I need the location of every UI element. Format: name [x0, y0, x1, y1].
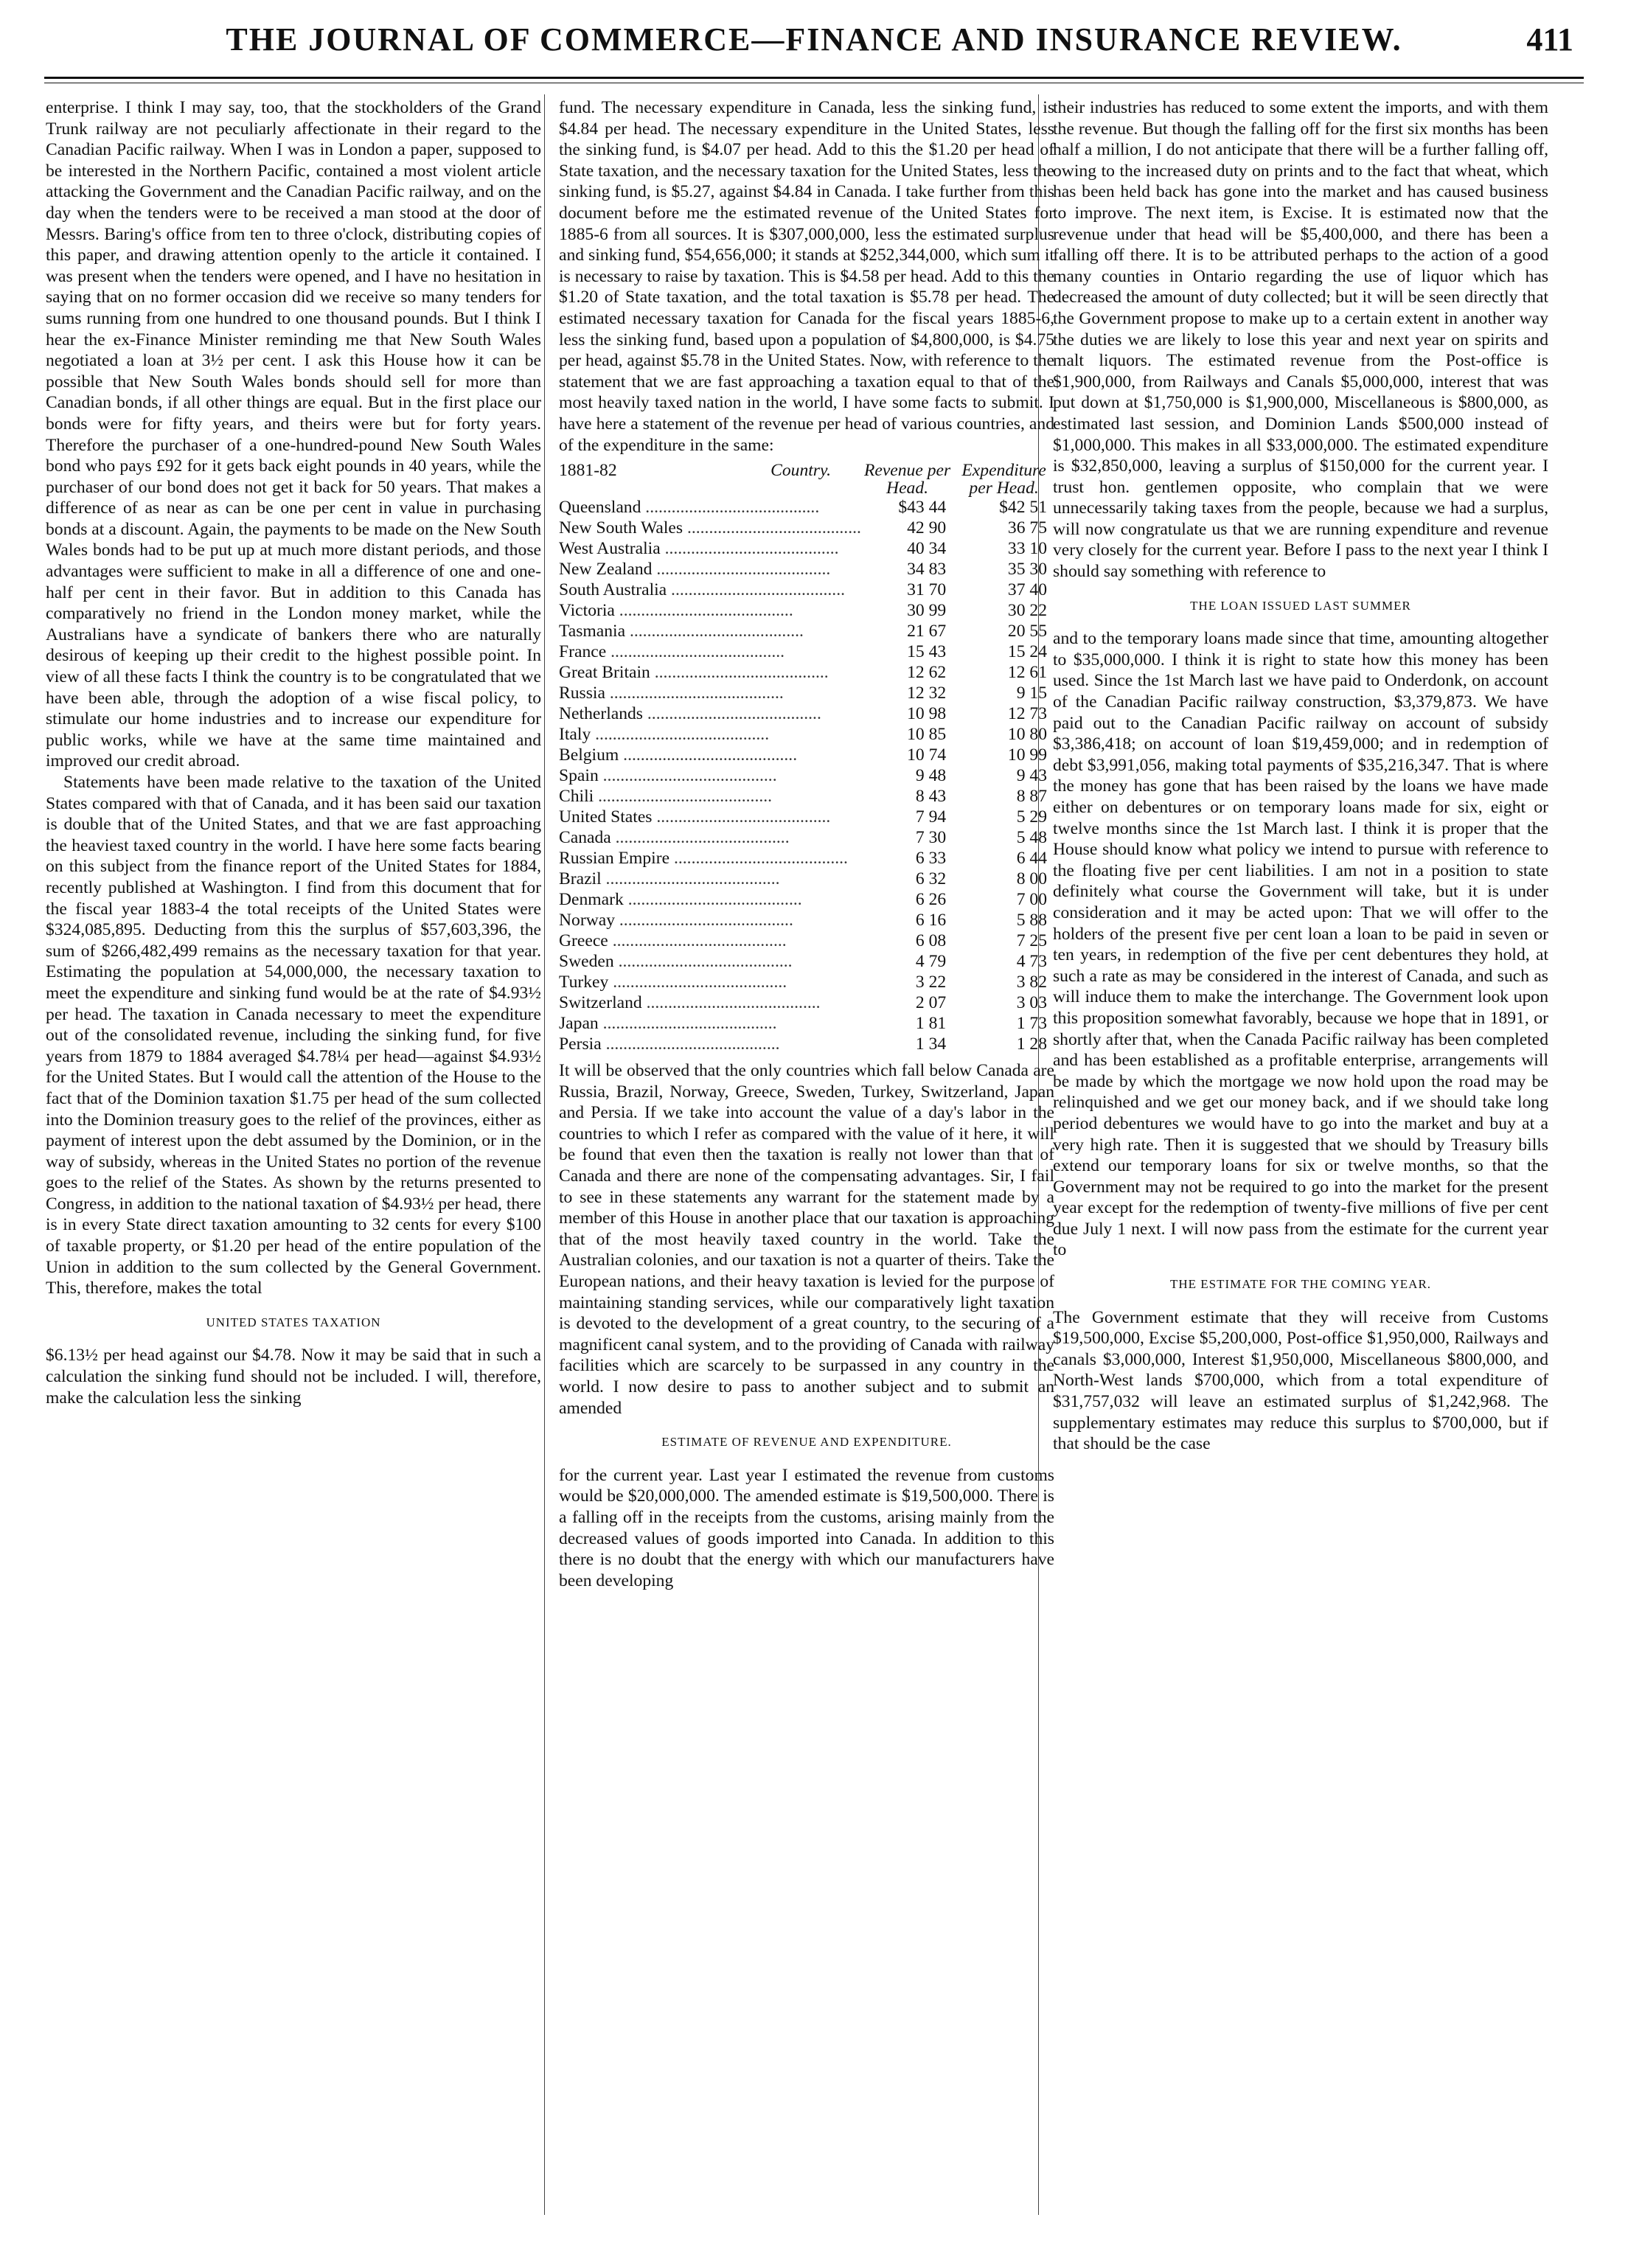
- table-row: [559, 869, 1054, 889]
- table-row: [559, 1013, 1054, 1034]
- table-row: [559, 951, 1054, 972]
- dot-leader: ........................................: [598, 766, 777, 786]
- table-body: [559, 497, 1054, 1054]
- paragraph: and to the temporary loans made since that time, amounting altogether to $35,000,000. I think it is right to state how this money has been used. Since the 1st March last we have paid to Onderdonk, on account of the Canadian Pacific railway construction, $3,379,873. We have paid out to the Canadian Pacific railway on account of subsidy $3,386,418; on account of loan $19,459,000; and in redemption of debt $3,991,056, making total payments of $35,216,347. That is where the money has gone that has been raised by the loans we have made either on debentures or on temporary loans made for six, eight or twelve months since the 1st March last. I think it is proper that the House should know what policy we intend to pursue with reference to the floating five per cent liabilities. I am not in a position to state definitely what course the Government will take, but it is under consideration and it may be acted upon: That we will offer to the holders of the present five per cent loan a loan to be paid in seven or ten years, in redemption of the five per cent debentures they hold, at such a rate as may be considered in the interest of Canada, and such as will induce them to make the interchange. The Government look upon this proposition somewhat favorably, because we hope that in 1891, or shortly after that, when the Canada Pacific railway has been completed and has been established as a profitable enterprise, arrangements will be made by which the mortgage we now hold upon the road may be relinquished and we get our money back, and if we should take long period debentures we would have to go into the market and buy at a very high rate. Then it is suggested that we should by Treasury bills extend our temporary loans for six or twelve months, so that the Government may not be required to go into the market for the present year except for the redemption of twenty-five millions of five per cent due July 1 next. I will now pass from the estimate for the current year to: [1053, 629, 1548, 1260]
- paragraph: enterprise. I think I may say, too, that the stockholders of the Grand Trunk railway are not peculiarly affectionate in their regard to the Canadian Pacific railway. When I was in London a paper, supposed to be interested in the Northern Pacific, contained a most violent article attacking the Government and the Canadian Pacific railway, and on the day when the tenders were to be received a man stood at the door of Messrs. Baring's office from ten to three o'clock, distributing copies of this paper, and drawing attention openly to the article it contained. I was present when the tenders were opened, and I have no hesitation in saying that on no former occasion did we receive so many tenders for sums running from one hundred to one thousand pounds. But I think I hear the ex-Finance Minister reminding me that New South Wales negotiated a loan at 3½ per cent. I ask this House how it can be possible that New South Wales bonds should sell for more than Canadian bonds, if all other things are equal. But in the first place our bonds were for fifty years, and theirs were but for forty years. Therefore the purchaser of a one-hundred-pound New South Wales bond who pays £92 for it gets back eight pounds in 40 years, while the purchaser of our bond does not get it back for 50 years. That makes a difference of as near as can be one per cent in value in purchasing bonds at a discount. Again, the payments to be made on the New South Wales bonds had to be put up at much more distant periods, and those advantages were sufficient to make in all a difference of one and one-half per cent in their favor. But in addition to this Canada has comparatively no friend in the London money market, while the Australians have a syndicate of bankers there who are naturally desirous of keeping up their credit to the highest possible point. In view of all these facts I think the country is to be congratulated that we have been able, through the adoption of a wise fiscal policy, to stimulate our home industries and to increase our expenditure for public works, while we have at the same time maintained and improved our credit abroad.: [46, 98, 541, 771]
- header-revenue: Revenue per Head.: [863, 461, 951, 498]
- country-cell: West Australia ........................................: [559, 539, 839, 559]
- country-cell: Chili ........................................: [559, 787, 773, 807]
- expenditure-cell: 7 25: [1016, 931, 1047, 951]
- expenditure-cell: 1 28: [1016, 1034, 1047, 1054]
- dot-leader: ........................................: [608, 931, 787, 951]
- expenditure-cell: 5 29: [1016, 807, 1047, 827]
- country-cell: Queensland ........................................: [559, 498, 820, 518]
- header-expenditure: Expenditure per Head.: [961, 461, 1046, 498]
- country-cell: Victoria ........................................: [559, 601, 793, 621]
- table-row: [559, 662, 1054, 683]
- dot-leader: ........................................: [641, 498, 820, 518]
- country-cell: Russia ........................................: [559, 683, 784, 703]
- revenue-expenditure-table: [559, 462, 1054, 1054]
- dot-leader: ........................................: [614, 601, 793, 621]
- revenue-cell: 6 16: [915, 911, 947, 930]
- paragraph: for the current year. Last year I estimated the revenue from customs would be $20,000,000. The amended estimate is $19,500,000. There is a falling off in the receipts from the customs, arising mainly from the decreased values of goods imported into Canada. In addition to this there is no doubt that the energy with which our manufacturers have been developing: [559, 1465, 1054, 1590]
- revenue-cell: $43 44: [898, 498, 947, 518]
- table-row: [559, 683, 1054, 703]
- expenditure-cell: 8 00: [1016, 869, 1047, 889]
- table-row: [559, 497, 1054, 518]
- dot-leader: ........................................: [594, 787, 773, 807]
- country-cell: Italy ........................................: [559, 725, 770, 745]
- revenue-cell: 9 48: [915, 766, 947, 786]
- country-cell: United States ........................................: [559, 807, 831, 827]
- table-row: [559, 972, 1054, 992]
- paragraph: The Government estimate that they will receive from Customs $19,500,000, Excise $5,200,000, Post-office $1,950,000, Railways and canals $3,000,000, Interest $1,950,000, Miscellaneous $800,000, and North-West lands $700,000, which from a total expenditure of $31,757,032 will leave an estimated surplus of $1,242,968. The supplementary estimates may reduce this surplus to $700,000, but if that should be the case: [1053, 1307, 1548, 1454]
- country-cell: Denmark ........................................: [559, 890, 802, 910]
- dot-leader: ........................................: [613, 952, 793, 972]
- table-row: [559, 786, 1054, 807]
- dot-leader: ........................................: [660, 539, 839, 559]
- country-cell: Spain ........................................: [559, 766, 777, 786]
- expenditure-cell: 30 22: [1007, 601, 1047, 621]
- revenue-cell: 4 79: [915, 952, 947, 972]
- expenditure-cell: 7 00: [1016, 890, 1047, 910]
- table-row: [559, 538, 1054, 559]
- revenue-cell: 34 83: [907, 560, 947, 580]
- country-cell: Greece ........................................: [559, 931, 787, 951]
- revenue-cell: 40 34: [907, 539, 947, 559]
- country-cell: France ........................................: [559, 642, 785, 662]
- paragraph: It will be observed that the only countries which fall below Canada are Russia, Brazil, Norway, Greece, Sweden, Turkey, Switzerland, Japan and Persia. If we take into account the value of a day's labor in the countries to which I refer as compared with the value of it here, it will be found that even then the taxation is really not lower than that of Canada and there are none of the compensating advantages. Sir, I fail to see in these statements any warrant for the statement made by a member of this House in another place that our taxation is approaching that of the most heavily taxed country in the world. Take the Australian colonies, and our taxation is not a quarter of theirs. Take the European nations, and their heavy taxation is levied for the purpose of maintaining standing services, while our comparatively light taxation is devoted to the development of a great country, to the securing of a magnificent canal system, and to the providing of Canada with railway facilities which are scarcely to be surpassed in any country in the world. I now desire to pass to another subject and to submit an amended: [559, 1061, 1054, 1418]
- journal-title: THE JOURNAL OF COMMERCE—FINANCE AND INSURANCE REVIEW.: [226, 21, 1402, 58]
- table-row: [559, 600, 1054, 621]
- expenditure-cell: 1 73: [1016, 1014, 1047, 1034]
- revenue-cell: 6 26: [915, 890, 947, 910]
- table-row: [559, 641, 1054, 662]
- expenditure-cell: 3 82: [1016, 973, 1047, 992]
- table-row: [559, 559, 1054, 580]
- revenue-cell: 12 32: [907, 683, 947, 703]
- country-cell: New South Wales ........................................: [559, 518, 861, 538]
- paragraph: their industries has reduced to some extent the imports, and with them the revenue. But though the falling off for the first six months has been half a million, I do not anticipate that there will be a further falling off, owing to the increased duty on prints and to the fact that wheat, which has been held back has gone into the market and has caused business to improve. The next item, is Excise. It is estimated now that the revenue under that head will be $5,400,000, and there has been a falling off there. It is to be attributed perhaps to the action of a good many counties in Ontario regarding the use of liquor which has decreased the amount of duty collected; but it will be seen directly that the Government propose to make up to a certain extent in another way the duties we are likely to lose this year and next year on spirits and malt liquors. The estimated revenue from the Post-office is $1,900,000, from Railways and Canals $5,000,000, interest that was put down at $1,750,000 is $1,900,000, Miscellaneous is $800,000, as estimated last session, and Dominion Lands $500,000 instead of $1,000,000. This makes in all $33,000,000. The estimated expenditure is $32,850,000, leaving a surplus of $150,000 for the current year. I trust hon. gentlemen opposite, who complain that we were unnecessarily taking taxes from the people, because we had a surplus, will now congratulate us that we are running expenditure and revenue very closely for the current year. Before I pass to the next year I think I should say something with reference to: [1053, 98, 1548, 582]
- expenditure-cell: 33 10: [1007, 539, 1047, 559]
- revenue-cell: 21 67: [907, 622, 947, 641]
- table-row: [559, 1034, 1054, 1054]
- column-3: [1053, 97, 1548, 1455]
- dot-leader: ........................................: [625, 622, 804, 641]
- country-cell: Belgium ........................................: [559, 745, 798, 765]
- expenditure-cell: 37 40: [1007, 580, 1047, 600]
- country-cell: Switzerland ........................................: [559, 993, 821, 1013]
- revenue-cell: 12 62: [907, 663, 947, 683]
- revenue-cell: 8 43: [915, 787, 947, 807]
- dot-leader: ........................................: [619, 745, 798, 765]
- dot-leader: ........................................: [683, 518, 861, 538]
- section-heading: THE LOAN ISSUED LAST SUMMER: [1190, 598, 1411, 613]
- header-country: Country.: [770, 461, 832, 481]
- revenue-cell: 42 90: [907, 518, 947, 538]
- revenue-cell: 1 34: [915, 1034, 947, 1054]
- paragraph: Statements have been made relative to the taxation of the United States compared with that of Canada, and it has been said our taxation is double that of the United States, and that we are fast approaching the heaviest taxed country in the world. I have here some facts bearing on this subject from the finance report of the United States for 1884, recently published at Washington. I find from this document that for the fiscal year 1883-4 the total receipts of the United States were $324,085,895. Deducting from this the surplus of $57,603,396, the sum of $266,482,499 remains as the necessary taxation for that year. Estimating the population at 54,000,000, the necessary taxation to meet the expenditure and sinking fund would be at the rate of $4.93½ per head. The taxation in Canada necessary to meet the expenditure out of the consolidated revenue, including the sinking fund, for five years from 1879 to 1884 averaged $4.78¼ per head—against $4.93½ for the United States. But I would call the attention of the House to the fact that of the Dominion taxation $1.75 per head of the sum collected into the Dominion treasury goes to the relief of the provinces, either as payment of interest upon the debt assumed by the Dominion, or in the way of subsidy, whereas in the United States no portion of the revenue goes to the relief of the States. As shown by the returns presented to Congress, in addition to the national taxation of $4.93½ per head, there is in every State direct taxation amounting to 32 cents for every $100 of taxable property, or $1.20 per head of the entire population of the Union in addition to the sum collected by the General Government. This, therefore, makes the total: [46, 773, 541, 1298]
- dot-leader: ........................................: [650, 663, 829, 683]
- dot-leader: ........................................: [601, 1034, 780, 1054]
- country-cell: Great Britain ........................................: [559, 663, 829, 683]
- section-heading: THE ESTIMATE FOR THE COMING YEAR.: [1169, 1277, 1432, 1292]
- expenditure-cell: 12 61: [1007, 663, 1047, 683]
- table-row: [559, 930, 1054, 951]
- dot-leader: ........................................: [652, 560, 831, 580]
- expenditure-cell: 5 48: [1016, 828, 1047, 848]
- expenditure-cell: 20 55: [1007, 622, 1047, 641]
- dot-leader: ........................................: [606, 642, 785, 662]
- expenditure-cell: 4 73: [1016, 952, 1047, 972]
- dot-leader: ........................................: [652, 807, 831, 827]
- table-row: [559, 827, 1054, 848]
- paragraph: $6.13½ per head against our $4.78. Now it may be said that in such a calculation the sinking fund should not be included. I will, therefore, make the calculation less the sinking: [46, 1346, 541, 1408]
- dot-leader: ........................................: [623, 890, 802, 910]
- revenue-cell: 30 99: [907, 601, 947, 621]
- expenditure-cell: 10 99: [1007, 745, 1047, 765]
- expenditure-cell: 9 15: [1016, 683, 1047, 703]
- section-heading: ESTIMATE OF REVENUE AND EXPENDITURE.: [661, 1435, 952, 1450]
- dot-leader: ........................................: [615, 911, 793, 930]
- country-cell: Japan ........................................: [559, 1014, 777, 1034]
- country-cell: Persia ........................................: [559, 1034, 780, 1054]
- expenditure-cell: 35 30: [1007, 560, 1047, 580]
- country-cell: Netherlands ........................................: [559, 704, 821, 724]
- dot-leader: ........................................: [667, 580, 845, 600]
- table-row: [559, 621, 1054, 641]
- expenditure-cell: 8 87: [1016, 787, 1047, 807]
- revenue-cell: 2 07: [915, 993, 947, 1013]
- revenue-cell: 6 33: [915, 849, 947, 869]
- table-row: [559, 992, 1054, 1013]
- country-cell: New Zealand ........................................: [559, 560, 831, 580]
- country-cell: Norway ........................................: [559, 911, 793, 930]
- expenditure-cell: 6 44: [1016, 849, 1047, 869]
- table-row: [559, 765, 1054, 786]
- dot-leader: ........................................: [608, 973, 787, 992]
- country-cell: Russian Empire ........................................: [559, 849, 848, 869]
- revenue-cell: 6 08: [915, 931, 947, 951]
- expenditure-cell: $42 51: [999, 498, 1047, 518]
- revenue-cell: 1 81: [915, 1014, 947, 1034]
- table-row: [559, 910, 1054, 930]
- page-number: 411: [1526, 21, 1573, 58]
- revenue-cell: 10 74: [907, 745, 947, 765]
- table-row: [559, 889, 1054, 910]
- table-row: [559, 703, 1054, 724]
- expenditure-cell: 15 24: [1007, 642, 1047, 662]
- dot-leader: ........................................: [641, 993, 821, 1013]
- column-divider: [544, 94, 545, 2215]
- country-cell: Brazil ........................................: [559, 869, 780, 889]
- page-header: [44, 21, 1584, 68]
- expenditure-cell: 5 88: [1016, 911, 1047, 930]
- country-cell: Turkey ........................................: [559, 973, 787, 992]
- section-heading: UNITED STATES TAXATION: [206, 1315, 381, 1329]
- expenditure-cell: 10 80: [1007, 725, 1047, 745]
- dot-leader: ........................................: [605, 683, 784, 703]
- table-row: [559, 848, 1054, 869]
- column-2: [559, 97, 1054, 1591]
- header-year: 1881-82: [559, 461, 617, 481]
- country-cell: South Australia ........................................: [559, 580, 845, 600]
- dot-leader: ........................................: [669, 849, 848, 869]
- revenue-cell: 7 94: [915, 807, 947, 827]
- revenue-cell: 6 32: [915, 869, 947, 889]
- dot-leader: ........................................: [643, 704, 821, 724]
- country-cell: Canada ........................................: [559, 828, 790, 848]
- revenue-cell: 31 70: [907, 580, 947, 600]
- country-cell: Tasmania ........................................: [559, 622, 804, 641]
- revenue-cell: 7 30: [915, 828, 947, 848]
- table-row: [559, 745, 1054, 765]
- expenditure-cell: 3 03: [1016, 993, 1047, 1013]
- table-header-row: [559, 462, 1054, 497]
- revenue-cell: 3 22: [915, 973, 947, 992]
- revenue-cell: 15 43: [907, 642, 947, 662]
- expenditure-cell: 9 43: [1016, 766, 1047, 786]
- dot-leader: ........................................: [591, 725, 770, 745]
- column-1: [46, 97, 541, 1408]
- table-row: [559, 580, 1054, 600]
- revenue-cell: 10 98: [907, 704, 947, 724]
- country-cell: Sweden ........................................: [559, 952, 793, 972]
- dot-leader: ........................................: [598, 1014, 777, 1034]
- header-rule: [44, 77, 1584, 79]
- dot-leader: ........................................: [610, 828, 790, 848]
- paragraph: fund. The necessary expenditure in Canada, less the sinking fund, is $4.84 per head. The necessary expenditure in the United States, less the sinking fund, is $4.07 per head. Add to this the $1.20 per head of State taxation, and the necessary taxation for the United States, less the sinking fund, is $5.27, against $4.84 in Canada. I take further from this document before me the estimated revenue of the United States for 1885-6 from all sources. It is $307,000,000, less the estimated surplus and sinking fund, $54,656,000; it stands at $252,344,000, which sum it is necessary to raise by taxation. This is $4.58 per head. Add to this the $1.20 of State taxation, and the total taxation is $5.78 per head. The estimated necessary taxation for Canada for the fiscal years 1885-6, less the sinking fund, based upon a population of $4,800,000, is $4.75 per head, against $5.78 in the United States. Now, with reference to the statement that we are fast approaching a taxation equal to that of the most heavily taxed nation in the world, I have some facts to submit. I have here a statement of the revenue per head of various countries, and of the expenditure in the same:: [559, 98, 1054, 455]
- revenue-cell: 10 85: [907, 725, 947, 745]
- expenditure-cell: 36 75: [1007, 518, 1047, 538]
- table-row: [559, 807, 1054, 827]
- table-row: [559, 518, 1054, 538]
- dot-leader: ........................................: [601, 869, 780, 889]
- table-row: [559, 724, 1054, 745]
- expenditure-cell: 12 73: [1007, 704, 1047, 724]
